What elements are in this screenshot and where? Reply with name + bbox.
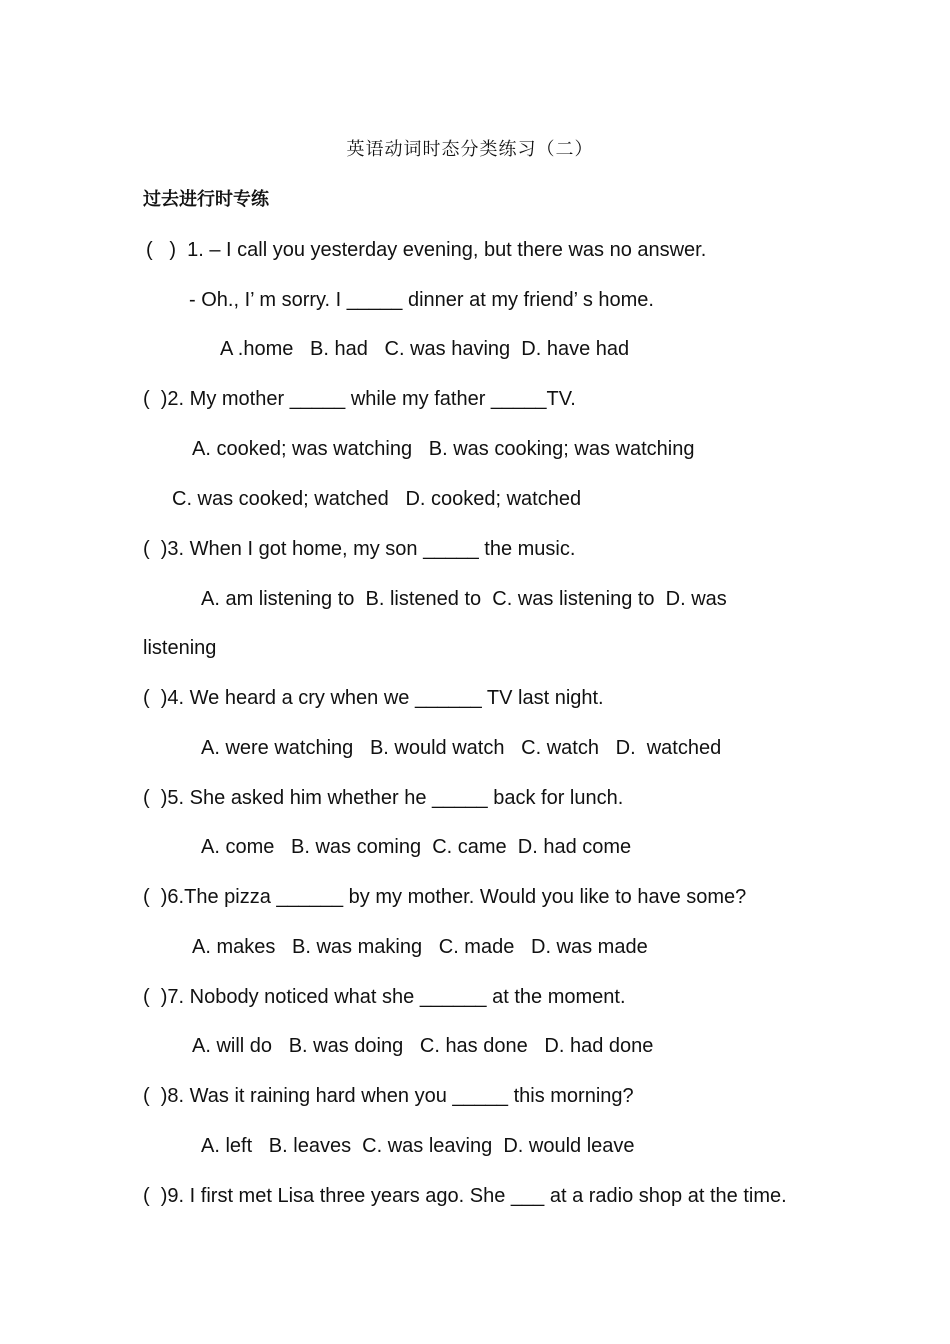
question-7-options: A. will do B. was doing C. has done D. had done bbox=[192, 1035, 654, 1057]
question-6-stem: ( )6.The pizza ______ by my mother. Would you like to have some? bbox=[143, 886, 747, 908]
question-2-stem: ( )2. My mother _____ while my father _____TV. bbox=[143, 388, 576, 410]
question-5-stem: ( )5. She asked him whether he _____ back for lunch. bbox=[143, 787, 624, 809]
question-7-stem: ( )7. Nobody noticed what she ______ at the moment. bbox=[143, 986, 626, 1008]
question-6-options: A. makes B. was making C. made D. was made bbox=[192, 936, 648, 958]
question-2-options-c-d: C. was cooked; watched D. cooked; watched bbox=[172, 488, 582, 510]
question-4-options: A. were watching B. would watch C. watch D. watched bbox=[201, 737, 722, 759]
question-1-dialog: - Oh., I’ m sorry. I _____ dinner at my friend’ s home. bbox=[189, 289, 654, 311]
question-8-stem: ( )8. Was it raining hard when you _____ this morning? bbox=[143, 1085, 634, 1107]
page-title: 英语动词时态分类练习（二） bbox=[346, 139, 594, 160]
question-9-stem: ( )9. I first met Lisa three years ago. She ___ at a radio shop at the time. bbox=[143, 1185, 787, 1207]
question-3-options: A. am listening to B. listened to C. was listening to D. was bbox=[201, 588, 727, 610]
question-2-options-a-b: A. cooked; was watching B. was cooking; was watching bbox=[192, 438, 695, 460]
question-3-options-wrap: listening bbox=[143, 637, 217, 659]
question-1-options: A .home B. had C. was having D. have had bbox=[220, 338, 630, 360]
section-heading: 过去进行时专练 bbox=[143, 189, 269, 210]
question-1-stem: ( ) 1. – I call you yesterday evening, but there was no answer. bbox=[146, 239, 707, 261]
question-4-stem: ( )4. We heard a cry when we ______ TV last night. bbox=[143, 687, 604, 709]
question-5-options: A. come B. was coming C. came D. had come bbox=[201, 836, 632, 858]
question-8-options: A. left B. leaves C. was leaving D. would leave bbox=[201, 1135, 635, 1157]
question-3-stem: ( )3. When I got home, my son _____ the music. bbox=[143, 538, 576, 560]
